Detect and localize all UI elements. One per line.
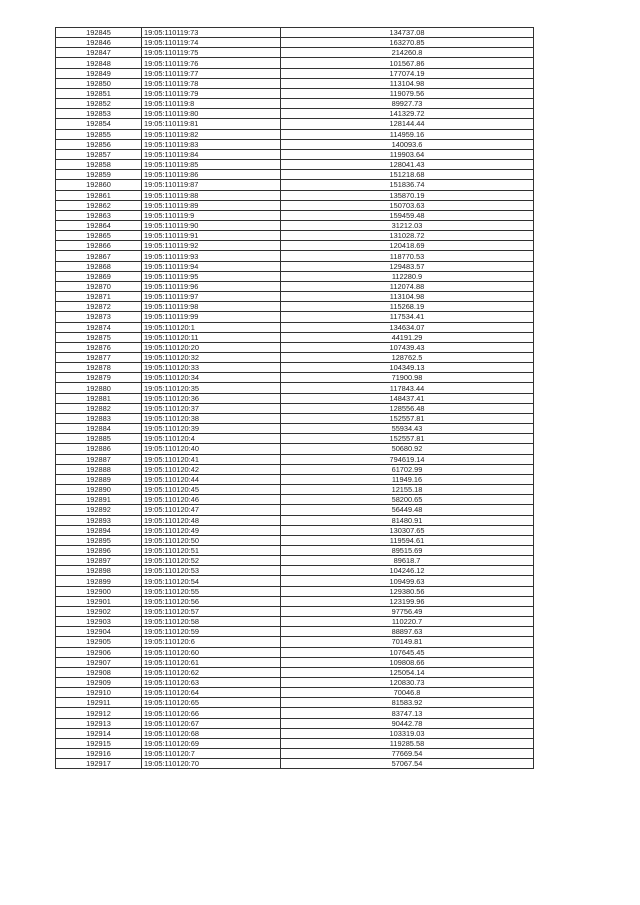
value-cell: 152557.81 [281,434,534,444]
value-cell: 163270.85 [281,38,534,48]
timestamp-cell: 19:05:110119:86 [142,170,281,180]
table-row [56,210,534,220]
table-row [56,190,534,200]
timestamp-cell: 19:05:110119:91 [142,231,281,241]
row-id-cell: 192886 [56,444,142,454]
table-row [56,738,534,748]
value-cell: 115268.19 [281,302,534,312]
row-id-cell: 192889 [56,474,142,484]
timestamp-cell: 19:05:110120:37 [142,403,281,413]
timestamp-cell: 19:05:110119:92 [142,241,281,251]
timestamp-cell: 19:05:110120:65 [142,698,281,708]
value-cell: 109808.66 [281,657,534,667]
table-row [56,393,534,403]
row-id-cell: 192892 [56,505,142,515]
value-cell: 159459.48 [281,210,534,220]
row-id-cell: 192867 [56,251,142,261]
value-cell: 112074.88 [281,281,534,291]
value-cell: 103319.03 [281,728,534,738]
table-row [56,292,534,302]
timestamp-cell: 19:05:110119:93 [142,251,281,261]
table-row [56,688,534,698]
table-row [56,58,534,68]
value-cell: 44191.29 [281,332,534,342]
timestamp-cell: 19:05:110120:36 [142,393,281,403]
timestamp-cell: 19:05:110120:33 [142,363,281,373]
timestamp-cell: 19:05:110120:66 [142,708,281,718]
timestamp-cell: 19:05:110119:75 [142,48,281,58]
row-id-cell: 192866 [56,241,142,251]
value-cell: 107439.43 [281,342,534,352]
value-cell: 151218.68 [281,170,534,180]
value-cell: 55934.43 [281,424,534,434]
table-row [56,373,534,383]
row-id-cell: 192858 [56,160,142,170]
row-id-cell: 192875 [56,332,142,342]
table-row [56,749,534,759]
row-id-cell: 192853 [56,109,142,119]
timestamp-cell: 19:05:110120:62 [142,667,281,677]
row-id-cell: 192903 [56,617,142,627]
timestamp-cell: 19:05:110120:55 [142,586,281,596]
value-cell: 117534.41 [281,312,534,322]
row-id-cell: 192898 [56,566,142,576]
data-table [55,27,534,769]
value-cell: 141329.72 [281,109,534,119]
value-cell: 50680.92 [281,444,534,454]
timestamp-cell: 19:05:110120:59 [142,627,281,637]
row-id-cell: 192896 [56,545,142,555]
value-cell: 117843.44 [281,383,534,393]
value-cell: 152557.81 [281,413,534,423]
row-id-cell: 192916 [56,749,142,759]
table-row [56,617,534,627]
row-id-cell: 192883 [56,413,142,423]
timestamp-cell: 19:05:110120:69 [142,738,281,748]
table-row [56,68,534,78]
table-row [56,454,534,464]
timestamp-cell: 19:05:110120:38 [142,413,281,423]
table-row [56,119,534,129]
table-row [56,160,534,170]
timestamp-cell: 19:05:110119:87 [142,180,281,190]
value-cell: 148437.41 [281,393,534,403]
row-id-cell: 192854 [56,119,142,129]
value-cell: 57067.54 [281,759,534,769]
table-row [56,718,534,728]
table-row [56,657,534,667]
row-id-cell: 192881 [56,393,142,403]
row-id-cell: 192855 [56,129,142,139]
table-row [56,129,534,139]
table-row [56,586,534,596]
row-id-cell: 192909 [56,678,142,688]
timestamp-cell: 19:05:110120:53 [142,566,281,576]
timestamp-cell: 19:05:110119:96 [142,281,281,291]
row-id-cell: 192891 [56,495,142,505]
table-row [56,474,534,484]
timestamp-cell: 19:05:110120:42 [142,464,281,474]
table-row [56,332,534,342]
value-cell: 120418.69 [281,241,534,251]
table-row [56,627,534,637]
row-id-cell: 192910 [56,688,142,698]
table-row [56,464,534,474]
value-cell: 119594.61 [281,535,534,545]
timestamp-cell: 19:05:110119:73 [142,28,281,38]
table-row [56,434,534,444]
timestamp-cell: 19:05:110119:90 [142,220,281,230]
table-row [56,383,534,393]
timestamp-cell: 19:05:110120:48 [142,515,281,525]
row-id-cell: 192863 [56,210,142,220]
value-cell: 794619.14 [281,454,534,464]
table-row [56,525,534,535]
row-id-cell: 192870 [56,281,142,291]
table-body [56,28,534,769]
table-row [56,495,534,505]
table-row [56,99,534,109]
row-id-cell: 192908 [56,667,142,677]
row-id-cell: 192901 [56,596,142,606]
value-cell: 70046.8 [281,688,534,698]
table-row [56,261,534,271]
row-id-cell: 192885 [56,434,142,444]
value-cell: 104246.12 [281,566,534,576]
value-cell: 150703.63 [281,200,534,210]
timestamp-cell: 19:05:110119:80 [142,109,281,119]
timestamp-cell: 19:05:110119:78 [142,78,281,88]
value-cell: 118770.53 [281,251,534,261]
timestamp-cell: 19:05:110120:40 [142,444,281,454]
value-cell: 97756.49 [281,606,534,616]
timestamp-cell: 19:05:110119:98 [142,302,281,312]
row-id-cell: 192917 [56,759,142,769]
row-id-cell: 192914 [56,728,142,738]
table-row [56,403,534,413]
timestamp-cell: 19:05:110120:6 [142,637,281,647]
table-row [56,556,534,566]
table-row [56,637,534,647]
table-row [56,312,534,322]
value-cell: 12155.18 [281,485,534,495]
value-cell: 81583.92 [281,698,534,708]
table-row [56,281,534,291]
table-row [56,566,534,576]
row-id-cell: 192912 [56,708,142,718]
timestamp-cell: 19:05:110120:56 [142,596,281,606]
timestamp-cell: 19:05:110120:4 [142,434,281,444]
table-row [56,363,534,373]
row-id-cell: 192859 [56,170,142,180]
table-row [56,759,534,769]
row-id-cell: 192911 [56,698,142,708]
value-cell: 101567.86 [281,58,534,68]
timestamp-cell: 19:05:110120:39 [142,424,281,434]
table-row [56,596,534,606]
value-cell: 119903.64 [281,149,534,159]
timestamp-cell: 19:05:110120:35 [142,383,281,393]
table-row [56,606,534,616]
table-row [56,515,534,525]
value-cell: 89927.73 [281,99,534,109]
table-row [56,485,534,495]
table-row [56,88,534,98]
row-id-cell: 192848 [56,58,142,68]
row-id-cell: 192846 [56,38,142,48]
timestamp-cell: 19:05:110119:85 [142,160,281,170]
timestamp-cell: 19:05:110120:44 [142,474,281,484]
row-id-cell: 192857 [56,149,142,159]
table-row [56,667,534,677]
row-id-cell: 192868 [56,261,142,271]
timestamp-cell: 19:05:110120:49 [142,525,281,535]
row-id-cell: 192852 [56,99,142,109]
row-id-cell: 192893 [56,515,142,525]
timestamp-cell: 19:05:110119:83 [142,139,281,149]
table-row [56,48,534,58]
value-cell: 128762.5 [281,353,534,363]
timestamp-cell: 19:05:110120:34 [142,373,281,383]
value-cell: 134634.07 [281,322,534,332]
table-row [56,647,534,657]
row-id-cell: 192884 [56,424,142,434]
table-row [56,698,534,708]
timestamp-cell: 19:05:110120:7 [142,749,281,759]
row-id-cell: 192869 [56,271,142,281]
table-row [56,576,534,586]
value-cell: 71900.98 [281,373,534,383]
row-id-cell: 192860 [56,180,142,190]
row-id-cell: 192900 [56,586,142,596]
value-cell: 140093.6 [281,139,534,149]
row-id-cell: 192897 [56,556,142,566]
table-row [56,678,534,688]
value-cell: 81480.91 [281,515,534,525]
row-id-cell: 192878 [56,363,142,373]
value-cell: 110220.7 [281,617,534,627]
timestamp-cell: 19:05:110119:84 [142,149,281,159]
value-cell: 128041.43 [281,160,534,170]
timestamp-cell: 19:05:110120:67 [142,718,281,728]
value-cell: 58200.65 [281,495,534,505]
table-row [56,38,534,48]
value-cell: 112280.9 [281,271,534,281]
value-cell: 70149.81 [281,637,534,647]
timestamp-cell: 19:05:110120:68 [142,728,281,738]
timestamp-cell: 19:05:110120:32 [142,353,281,363]
value-cell: 107645.45 [281,647,534,657]
timestamp-cell: 19:05:110120:1 [142,322,281,332]
value-cell: 129380.56 [281,586,534,596]
timestamp-cell: 19:05:110119:89 [142,200,281,210]
value-cell: 90442.78 [281,718,534,728]
table-row [56,220,534,230]
value-cell: 119079.56 [281,88,534,98]
row-id-cell: 192882 [56,403,142,413]
timestamp-cell: 19:05:110120:20 [142,342,281,352]
value-cell: 177074.19 [281,68,534,78]
table-row [56,170,534,180]
timestamp-cell: 19:05:110119:77 [142,68,281,78]
timestamp-cell: 19:05:110120:54 [142,576,281,586]
table-row [56,28,534,38]
timestamp-cell: 19:05:110119:94 [142,261,281,271]
row-id-cell: 192905 [56,637,142,647]
timestamp-cell: 19:05:110119:79 [142,88,281,98]
table-row [56,149,534,159]
row-id-cell: 192877 [56,353,142,363]
value-cell: 56449.48 [281,505,534,515]
value-cell: 128556.48 [281,403,534,413]
row-id-cell: 192861 [56,190,142,200]
value-cell: 123199.96 [281,596,534,606]
row-id-cell: 192849 [56,68,142,78]
timestamp-cell: 19:05:110120:58 [142,617,281,627]
value-cell: 11949.16 [281,474,534,484]
table-row [56,444,534,454]
row-id-cell: 192887 [56,454,142,464]
value-cell: 83747.13 [281,708,534,718]
row-id-cell: 192862 [56,200,142,210]
value-cell: 113104.98 [281,292,534,302]
value-cell: 129483.57 [281,261,534,271]
timestamp-cell: 19:05:110119:9 [142,210,281,220]
table-row [56,353,534,363]
row-id-cell: 192906 [56,647,142,657]
value-cell: 130307.65 [281,525,534,535]
value-cell: 151836.74 [281,180,534,190]
timestamp-cell: 19:05:110120:52 [142,556,281,566]
value-cell: 109499.63 [281,576,534,586]
row-id-cell: 192856 [56,139,142,149]
row-id-cell: 192873 [56,312,142,322]
row-id-cell: 192850 [56,78,142,88]
table-row [56,728,534,738]
table-row [56,302,534,312]
row-id-cell: 192880 [56,383,142,393]
timestamp-cell: 19:05:110120:64 [142,688,281,698]
table-row [56,322,534,332]
value-cell: 89515.69 [281,545,534,555]
row-id-cell: 192913 [56,718,142,728]
value-cell: 119285.58 [281,738,534,748]
timestamp-cell: 19:05:110119:74 [142,38,281,48]
value-cell: 214260.8 [281,48,534,58]
timestamp-cell: 19:05:110119:82 [142,129,281,139]
timestamp-cell: 19:05:110120:11 [142,332,281,342]
table-row [56,180,534,190]
timestamp-cell: 19:05:110119:81 [142,119,281,129]
timestamp-cell: 19:05:110119:99 [142,312,281,322]
timestamp-cell: 19:05:110119:95 [142,271,281,281]
timestamp-cell: 19:05:110120:50 [142,535,281,545]
row-id-cell: 192888 [56,464,142,474]
table-row [56,139,534,149]
value-cell: 135870.19 [281,190,534,200]
table-row [56,241,534,251]
table-row [56,505,534,515]
row-id-cell: 192864 [56,220,142,230]
timestamp-cell: 19:05:110119:8 [142,99,281,109]
row-id-cell: 192851 [56,88,142,98]
value-cell: 120830.73 [281,678,534,688]
row-id-cell: 192872 [56,302,142,312]
table-row [56,231,534,241]
timestamp-cell: 19:05:110120:46 [142,495,281,505]
value-cell: 131028.72 [281,231,534,241]
row-id-cell: 192907 [56,657,142,667]
timestamp-cell: 19:05:110120:60 [142,647,281,657]
value-cell: 88897.63 [281,627,534,637]
timestamp-cell: 19:05:110119:97 [142,292,281,302]
row-id-cell: 192845 [56,28,142,38]
row-id-cell: 192876 [56,342,142,352]
row-id-cell: 192847 [56,48,142,58]
timestamp-cell: 19:05:110120:47 [142,505,281,515]
value-cell: 77669.54 [281,749,534,759]
row-id-cell: 192915 [56,738,142,748]
row-id-cell: 192904 [56,627,142,637]
table-row [56,545,534,555]
row-id-cell: 192890 [56,485,142,495]
row-id-cell: 192865 [56,231,142,241]
table-row [56,424,534,434]
table-row [56,535,534,545]
timestamp-cell: 19:05:110120:63 [142,678,281,688]
row-id-cell: 192879 [56,373,142,383]
row-id-cell: 192899 [56,576,142,586]
value-cell: 134737.08 [281,28,534,38]
table-row [56,78,534,88]
table-row [56,200,534,210]
row-id-cell: 192874 [56,322,142,332]
row-id-cell: 192871 [56,292,142,302]
timestamp-cell: 19:05:110120:57 [142,606,281,616]
value-cell: 61702.99 [281,464,534,474]
timestamp-cell: 19:05:110120:61 [142,657,281,667]
value-cell: 128144.44 [281,119,534,129]
table-row [56,708,534,718]
row-id-cell: 192894 [56,525,142,535]
table-row [56,342,534,352]
timestamp-cell: 19:05:110120:41 [142,454,281,464]
value-cell: 31212.03 [281,220,534,230]
row-id-cell: 192895 [56,535,142,545]
value-cell: 89618.7 [281,556,534,566]
timestamp-cell: 19:05:110120:51 [142,545,281,555]
timestamp-cell: 19:05:110120:70 [142,759,281,769]
table-row [56,251,534,261]
value-cell: 113104.98 [281,78,534,88]
table-row [56,413,534,423]
timestamp-cell: 19:05:110119:76 [142,58,281,68]
table-row [56,109,534,119]
value-cell: 114959.16 [281,129,534,139]
table-row [56,271,534,281]
value-cell: 125054.14 [281,667,534,677]
timestamp-cell: 19:05:110119:88 [142,190,281,200]
timestamp-cell: 19:05:110120:45 [142,485,281,495]
row-id-cell: 192902 [56,606,142,616]
value-cell: 104349.13 [281,363,534,373]
